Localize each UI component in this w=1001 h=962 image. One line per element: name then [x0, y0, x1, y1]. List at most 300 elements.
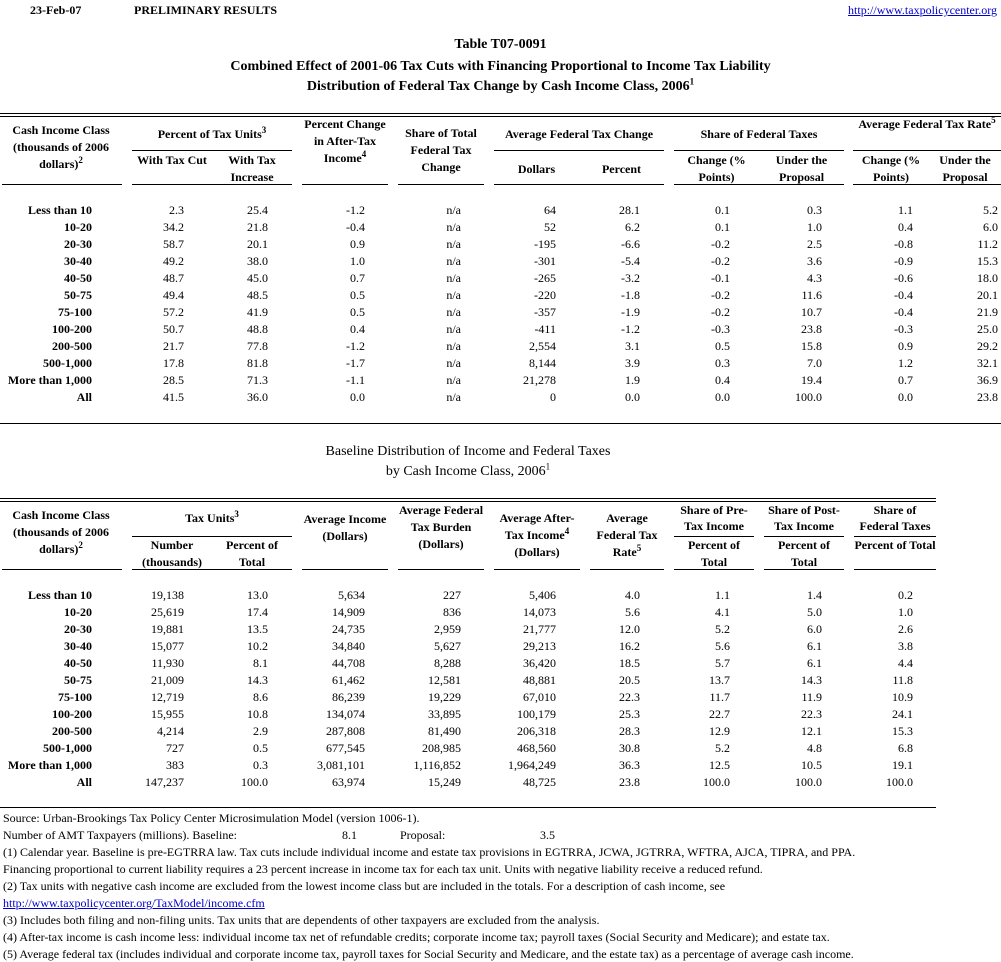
table-cell: 8,144 — [529, 356, 556, 370]
header-pct-total-pre: Percent of Total — [687, 538, 741, 569]
table-cell: 0.7 — [898, 373, 913, 387]
preliminary-label: PRELIMINARY RESULTS — [134, 3, 278, 17]
table-cell: 34.2 — [163, 220, 184, 234]
table-cell: 4.4 — [898, 656, 913, 670]
table-cell: 28.5 — [163, 373, 184, 387]
table-cell: n/a — [446, 373, 461, 387]
table-cell: 38.0 — [247, 254, 268, 268]
table-cell: -0.2 — [711, 254, 730, 268]
table-cell: 227 — [443, 588, 461, 602]
table-bottom-rule — [0, 423, 1001, 424]
table-cell: 4.0 — [625, 588, 640, 602]
header-share-pre-tax: Share of Pre-Tax Income — [680, 503, 748, 533]
table-cell: 5.7 — [715, 656, 730, 670]
table-cell: 4.8 — [807, 741, 822, 755]
header-rate-change-pct-points: Change (% Points) — [861, 153, 921, 184]
header-share-fed-taxes: Share of Federal Taxes — [859, 503, 931, 533]
footnote-ref: 4 — [564, 526, 570, 536]
table-cell: 15.8 — [801, 339, 822, 353]
table-cell: -0.4 — [346, 220, 365, 234]
header-underline — [494, 569, 580, 570]
table-cell: -1.2 — [621, 322, 640, 336]
table-cell: 21,009 — [151, 673, 184, 687]
table-cell: 1,964,249 — [508, 758, 556, 772]
row-label: All — [76, 390, 92, 404]
table-cell: 28.1 — [619, 203, 640, 217]
table-cell: 8.6 — [253, 690, 268, 704]
table-cell: 5,634 — [338, 588, 365, 602]
table-cell: 1.0 — [898, 605, 913, 619]
title-line-2-text: Distribution of Federal Tax Change by Cash Income Class, 2006 — [306, 79, 690, 94]
table-cell: 22.3 — [801, 707, 822, 721]
row-label: 20-30 — [64, 622, 92, 636]
table-cell: 13.5 — [247, 622, 268, 636]
table-cell: -0.1 — [711, 271, 730, 285]
table-cell: 14,073 — [523, 605, 556, 619]
header-number-thousands: Number (thousands) — [141, 538, 203, 569]
footnote-ref: 2 — [78, 540, 83, 550]
table-cell: 12.0 — [619, 622, 640, 636]
header-underline — [590, 569, 664, 570]
table-cell: n/a — [446, 203, 461, 217]
table-cell: -301 — [534, 254, 556, 268]
title-line-1: Combined Effect of 2001-06 Tax Cuts with Financing Proportional to Income Tax Liability — [230, 59, 771, 74]
header-percent: Percent — [601, 162, 642, 176]
footnote-ref: 5 — [636, 543, 642, 553]
tpc-website-link[interactable]: http://www.taxpolicycenter.org — [848, 3, 997, 17]
row-label: 100-200 — [52, 322, 92, 336]
table-cell: 25.4 — [247, 203, 268, 217]
header-text: Percent Change in After-Tax Income — [304, 117, 386, 165]
table-cell: 0.5 — [715, 339, 730, 353]
footnote-1b: Financing proportional to current liability requires a 23 percent increase in income tax for each tax unit. Units with negative liability receive a reduced refund. — [3, 862, 763, 876]
table-cell: 468,560 — [517, 741, 556, 755]
table-cell: 22.7 — [709, 707, 730, 721]
header-rate-under-proposal: Under the Proposal — [939, 153, 991, 184]
table-cell: 63,974 — [332, 775, 365, 789]
header-text: Tax Units — [185, 511, 235, 525]
table-cell: n/a — [446, 339, 461, 353]
table-cell: 11.7 — [709, 690, 730, 704]
report-date: 23-Feb-07 — [30, 3, 82, 17]
header-share-under-proposal: Under the Proposal — [775, 153, 828, 184]
table-cell: 14,909 — [332, 605, 365, 619]
table-cell: 12,719 — [151, 690, 184, 704]
table-cell: 15,077 — [151, 639, 184, 653]
table-cell: 727 — [166, 741, 184, 755]
table-cell: 208,985 — [422, 741, 461, 755]
row-label: 30-40 — [64, 639, 92, 653]
baseline-title-line-1: Baseline Distribution of Income and Federal Taxes — [325, 444, 611, 459]
footnote-ref: 5 — [991, 115, 996, 125]
table-cell: 0.1 — [715, 203, 730, 217]
header-underline — [854, 569, 936, 570]
table-cell: 12.5 — [709, 758, 730, 772]
table-cell: 81,490 — [428, 724, 461, 738]
table-cell: 19,138 — [151, 588, 184, 602]
table-cell: 1.1 — [715, 588, 730, 602]
table-cell: 36.0 — [247, 390, 268, 404]
header-underline — [494, 184, 664, 185]
header-text: Cash Income Class (thousands of 2006 dollars) — [12, 123, 110, 171]
table-cell: 44,708 — [332, 656, 365, 670]
header-underline — [302, 184, 388, 185]
table-cell: 21,278 — [523, 373, 556, 387]
table-cell: -0.8 — [894, 237, 913, 251]
table-cell: 4.3 — [807, 271, 822, 285]
table-cell: 34,840 — [332, 639, 365, 653]
table-cell: n/a — [446, 390, 461, 404]
table-cell: 30.8 — [619, 741, 640, 755]
table-cell: 48.8 — [247, 322, 268, 336]
header-text: Cash Income Class (thousands of 2006 dollars) — [12, 508, 110, 556]
footnote-ref: 3 — [234, 509, 239, 519]
table-cell: 41.9 — [247, 305, 268, 319]
amt-baseline-value: 8.1 — [342, 828, 357, 842]
table-cell: n/a — [446, 220, 461, 234]
table-cell: 11.6 — [801, 288, 822, 302]
table-cell: 15.3 — [977, 254, 998, 268]
header-dollars: Dollars — [517, 162, 556, 176]
header-with-tax-increase: With Tax Increase — [228, 153, 276, 184]
table-cell: 20.1 — [977, 288, 998, 302]
table-cell: 5.2 — [715, 741, 730, 755]
table-cell: 32.1 — [977, 356, 998, 370]
header-avg-fed-tax-rate — [590, 510, 664, 561]
table-cell: 11.2 — [977, 237, 998, 251]
row-label: Less than 10 — [27, 588, 92, 602]
header-with-tax-cut: With Tax Cut — [137, 153, 207, 167]
header-avg-after-tax-income — [494, 510, 580, 561]
amt-proposal-value: 3.5 — [540, 828, 555, 842]
table-cell: 29,213 — [523, 639, 556, 653]
header-pct-total-fed: Percent of Total — [854, 538, 936, 552]
table-cell: 0.5 — [350, 305, 365, 319]
table-cell: 24,735 — [332, 622, 365, 636]
table-cell: 3.8 — [898, 639, 913, 653]
table-cell: -3.2 — [621, 271, 640, 285]
row-label: 40-50 — [64, 656, 92, 670]
header-percent-of-total: Percent of Total — [225, 538, 279, 569]
table-cell: 2.3 — [169, 203, 184, 217]
table-cell: 100.0 — [703, 775, 730, 789]
header-underline — [302, 569, 388, 570]
row-label: 20-30 — [64, 237, 92, 251]
table-cell: 25.3 — [619, 707, 640, 721]
header-tax-units — [132, 510, 292, 527]
table-cell: -0.2 — [711, 237, 730, 251]
table-cell: 3.1 — [625, 339, 640, 353]
table-cell: 147,237 — [145, 775, 184, 789]
table-cell: 6.2 — [625, 220, 640, 234]
header-underline — [132, 150, 292, 151]
table-cell: 21.8 — [247, 220, 268, 234]
table-cell: 41.5 — [163, 390, 184, 404]
table-cell: -0.6 — [894, 271, 913, 285]
table-cell: 23.8 — [977, 390, 998, 404]
footnote-ref: 4 — [361, 149, 367, 159]
footnote-2a: (2) Tax units with negative cash income are excluded from the lowest income class but are included in the totals. For a description of cash income, see — [3, 879, 726, 893]
table-cell: 100.0 — [241, 775, 268, 789]
table-cell: 0.5 — [350, 288, 365, 302]
row-label: More than 1,000 — [7, 758, 92, 772]
table-cell: 19,229 — [428, 690, 461, 704]
table-cell: 12.1 — [801, 724, 822, 738]
header-underline — [132, 569, 292, 570]
row-label: 75-100 — [58, 690, 92, 704]
table-cell: 10.5 — [801, 758, 822, 772]
table-cell: 12.9 — [709, 724, 730, 738]
header-income-class — [0, 122, 122, 173]
footnote-ref: 1 — [689, 76, 695, 87]
table-cell: 13.7 — [709, 673, 730, 687]
table-cell: 17.8 — [163, 356, 184, 370]
table-cell: n/a — [446, 305, 461, 319]
row-label: 30-40 — [64, 254, 92, 268]
table-cell: 0.5 — [253, 741, 268, 755]
table-cell: -1.8 — [621, 288, 640, 302]
table-cell: 19,881 — [151, 622, 184, 636]
row-label: All — [76, 775, 92, 789]
table-cell: 2.6 — [898, 622, 913, 636]
table-cell: 0 — [550, 390, 556, 404]
table-cell: 21.7 — [163, 339, 184, 353]
table-cell: 15,955 — [151, 707, 184, 721]
table-cell: 1.2 — [898, 356, 913, 370]
table-cell: -0.2 — [711, 288, 730, 302]
header-pct-change-after-tax — [302, 116, 388, 167]
table-cell: 5,627 — [434, 639, 461, 653]
table-cell: 2.9 — [253, 724, 268, 738]
row-label: 500-1,000 — [43, 741, 92, 755]
table-cell: 100.0 — [886, 775, 913, 789]
baseline-title-text: by Cash Income Class, 2006 — [385, 464, 546, 479]
table-cell: 86,239 — [332, 690, 365, 704]
table-cell: 0.9 — [350, 237, 365, 251]
table-cell: 0.0 — [350, 390, 365, 404]
title-line-2 — [0, 76, 1001, 95]
header-underline — [494, 150, 664, 151]
table-cell: 29.2 — [977, 339, 998, 353]
table-cell: 6.1 — [807, 639, 822, 653]
table-cell: 20.5 — [619, 673, 640, 687]
table-cell: 100,179 — [517, 707, 556, 721]
table-cell: 1,116,852 — [413, 758, 461, 772]
table-cell: 20.1 — [247, 237, 268, 251]
table-cell: 5.6 — [625, 605, 640, 619]
table-cell: 17.4 — [247, 605, 268, 619]
table-cell: 0.3 — [715, 356, 730, 370]
header-pct-tax-units — [132, 126, 292, 143]
table-cell: 6.0 — [807, 622, 822, 636]
amt-proposal-label: Proposal: — [400, 828, 446, 842]
table-cell: 61,462 — [332, 673, 365, 687]
table-cell: -6.6 — [621, 237, 640, 251]
footnote-4: (4) After-tax income is cash income less: individual income tax net of refundable credits; corporate income tax; payroll taxes (Social Security and Medicare); and estate tax. — [3, 930, 830, 944]
header-underline — [853, 184, 1001, 185]
table-cell: 1.0 — [807, 220, 822, 234]
table-cell: 22.3 — [619, 690, 640, 704]
header-underline — [2, 184, 122, 185]
table-cell: 0.0 — [715, 390, 730, 404]
table-cell: 64 — [544, 203, 556, 217]
table-cell: 49.4 — [163, 288, 184, 302]
table-cell: 6.8 — [898, 741, 913, 755]
table-cell: 4.1 — [715, 605, 730, 619]
table-cell: 58.7 — [163, 237, 184, 251]
table-cell: 33,895 — [428, 707, 461, 721]
table-cell: 25.0 — [977, 322, 998, 336]
header-unit: (Dollars) — [514, 545, 560, 559]
header-share-change-pct-points: Change (% Points) — [687, 153, 746, 184]
table-cell: 6.1 — [807, 656, 822, 670]
table-cell: -0.4 — [894, 305, 913, 319]
table-cell: 0.7 — [350, 271, 365, 285]
header-pct-total-post: Percent of Total — [777, 538, 831, 569]
table-cell: 0.3 — [253, 758, 268, 772]
table-cell: -1.2 — [346, 339, 365, 353]
header-underline — [764, 569, 844, 570]
table-cell: 23.8 — [619, 775, 640, 789]
table-cell: 48,881 — [523, 673, 556, 687]
header-underline — [132, 184, 292, 185]
table-cell: -5.4 — [621, 254, 640, 268]
header-text: Percent of Tax Units — [157, 127, 262, 141]
row-label: 10-20 — [64, 605, 92, 619]
header-text: Average Federal Tax Rate — [858, 117, 992, 131]
header-avg-fed-tax-rate — [853, 116, 1001, 133]
table-cell: 24.1 — [892, 707, 913, 721]
table-cell: 0.3 — [807, 203, 822, 217]
row-label: 50-75 — [64, 288, 92, 302]
table-cell: 11.9 — [801, 690, 822, 704]
table-cell: 57.2 — [163, 305, 184, 319]
table-cell: 36.9 — [977, 373, 998, 387]
header-underline — [853, 150, 1001, 151]
header-avg-income: Average Income (Dollars) — [303, 512, 387, 543]
table-cell: 100.0 — [795, 390, 822, 404]
income-description-link-wrap — [3, 896, 265, 911]
footnote-ref: 3 — [261, 125, 267, 135]
table-cell: 15.3 — [892, 724, 913, 738]
table-cell: n/a — [446, 271, 461, 285]
table-cell: -1.1 — [346, 373, 365, 387]
row-label: 100-200 — [52, 707, 92, 721]
income-description-link[interactable]: http://www.taxpolicycenter.org/TaxModel/income.cfm — [3, 896, 265, 910]
row-label: 50-75 — [64, 673, 92, 687]
table-cell: 1.9 — [625, 373, 640, 387]
table-cell: 48.5 — [247, 288, 268, 302]
table-cell: 50.7 — [163, 322, 184, 336]
table-cell: -1.7 — [346, 356, 365, 370]
table-cell: 28.3 — [619, 724, 640, 738]
row-label: 75-100 — [58, 305, 92, 319]
table-cell: 67,010 — [523, 690, 556, 704]
table-cell: 0.4 — [350, 322, 365, 336]
table-cell: 14.3 — [801, 673, 822, 687]
row-label: 40-50 — [64, 271, 92, 285]
table-cell: 12,581 — [428, 673, 461, 687]
table-cell: n/a — [446, 237, 461, 251]
table-cell: -411 — [534, 322, 556, 336]
table-cell: 18.5 — [619, 656, 640, 670]
table-cell: 2,554 — [529, 339, 556, 353]
table-cell: 15,249 — [428, 775, 461, 789]
table-cell: 383 — [166, 758, 184, 772]
table-cell: 3.9 — [625, 356, 640, 370]
table-cell: 5.6 — [715, 639, 730, 653]
table-cell: n/a — [446, 322, 461, 336]
table-cell: -1.2 — [346, 203, 365, 217]
header-share-total-change: Share of Total Federal Tax Change — [405, 126, 477, 174]
table-cell: n/a — [446, 356, 461, 370]
table-cell: 0.0 — [625, 390, 640, 404]
table-bottom-rule — [0, 807, 936, 808]
header-underline — [674, 569, 754, 570]
table-cell: 25,619 — [151, 605, 184, 619]
header-text: Average After-Tax Income — [499, 511, 575, 542]
table-cell: 19.1 — [892, 758, 913, 772]
header-underline — [674, 184, 844, 185]
table-cell: -265 — [534, 271, 556, 285]
source-note: Source: Urban-Brookings Tax Policy Center Microsimulation Model (version 1006-1). — [3, 811, 420, 825]
table-cell: -0.3 — [711, 322, 730, 336]
table-cell: 6.0 — [983, 220, 998, 234]
table-cell: -0.2 — [711, 305, 730, 319]
table-cell: 10.7 — [801, 305, 822, 319]
footnote-1a: (1) Calendar year. Baseline is pre-EGTRRA law. Tax cuts include individual income and estate tax provisions in EGTRRA, JCWA, JGTRRA, WFTRA, AJCA, TIPRA, and PPA. — [3, 845, 856, 859]
table-cell: n/a — [446, 254, 461, 268]
table-cell: 1.0 — [350, 254, 365, 268]
table-cell: -0.4 — [894, 288, 913, 302]
row-label: Less than 10 — [27, 203, 92, 217]
table-cell: -0.9 — [894, 254, 913, 268]
table-cell: 8.1 — [253, 656, 268, 670]
header-avg-fed-tax-burden: Average Federal Tax Burden (Dollars) — [398, 503, 484, 551]
table-cell: 36,420 — [523, 656, 556, 670]
table-cell: 52 — [544, 220, 556, 234]
header-underline — [2, 569, 122, 570]
row-label: More than 1,000 — [7, 373, 92, 387]
table-cell: 10.9 — [892, 690, 913, 704]
table-cell: 23.8 — [801, 322, 822, 336]
header-text: Average Federal Tax Rate — [596, 511, 658, 559]
table-cell: 21,777 — [523, 622, 556, 636]
table-cell: 3,081,101 — [317, 758, 365, 772]
table-cell: 3.6 — [807, 254, 822, 268]
table-cell: -357 — [534, 305, 556, 319]
table-cell: 0.4 — [715, 373, 730, 387]
table-cell: 677,545 — [326, 741, 365, 755]
table-cell: 836 — [443, 605, 461, 619]
table-cell: n/a — [446, 288, 461, 302]
table-cell: 21.9 — [977, 305, 998, 319]
footnote-3: (3) Includes both filing and non-filing units. Tax units that are dependents of other taxpayers are excluded from the analysis. — [3, 913, 600, 927]
table-cell: 4,214 — [157, 724, 184, 738]
table-cell: 48,725 — [523, 775, 556, 789]
header-underline — [674, 150, 844, 151]
row-label: 200-500 — [52, 339, 92, 353]
header-avg-fed-tax-change: Average Federal Tax Change — [504, 127, 654, 141]
table-cell: 10.8 — [247, 707, 268, 721]
table-cell: 287,808 — [326, 724, 365, 738]
row-label: 200-500 — [52, 724, 92, 738]
table-cell: 16.2 — [619, 639, 640, 653]
table-cell: 10.2 — [247, 639, 268, 653]
table-cell: 0.0 — [898, 390, 913, 404]
table-cell: 134,074 — [326, 707, 365, 721]
table-cell: 2,959 — [434, 622, 461, 636]
